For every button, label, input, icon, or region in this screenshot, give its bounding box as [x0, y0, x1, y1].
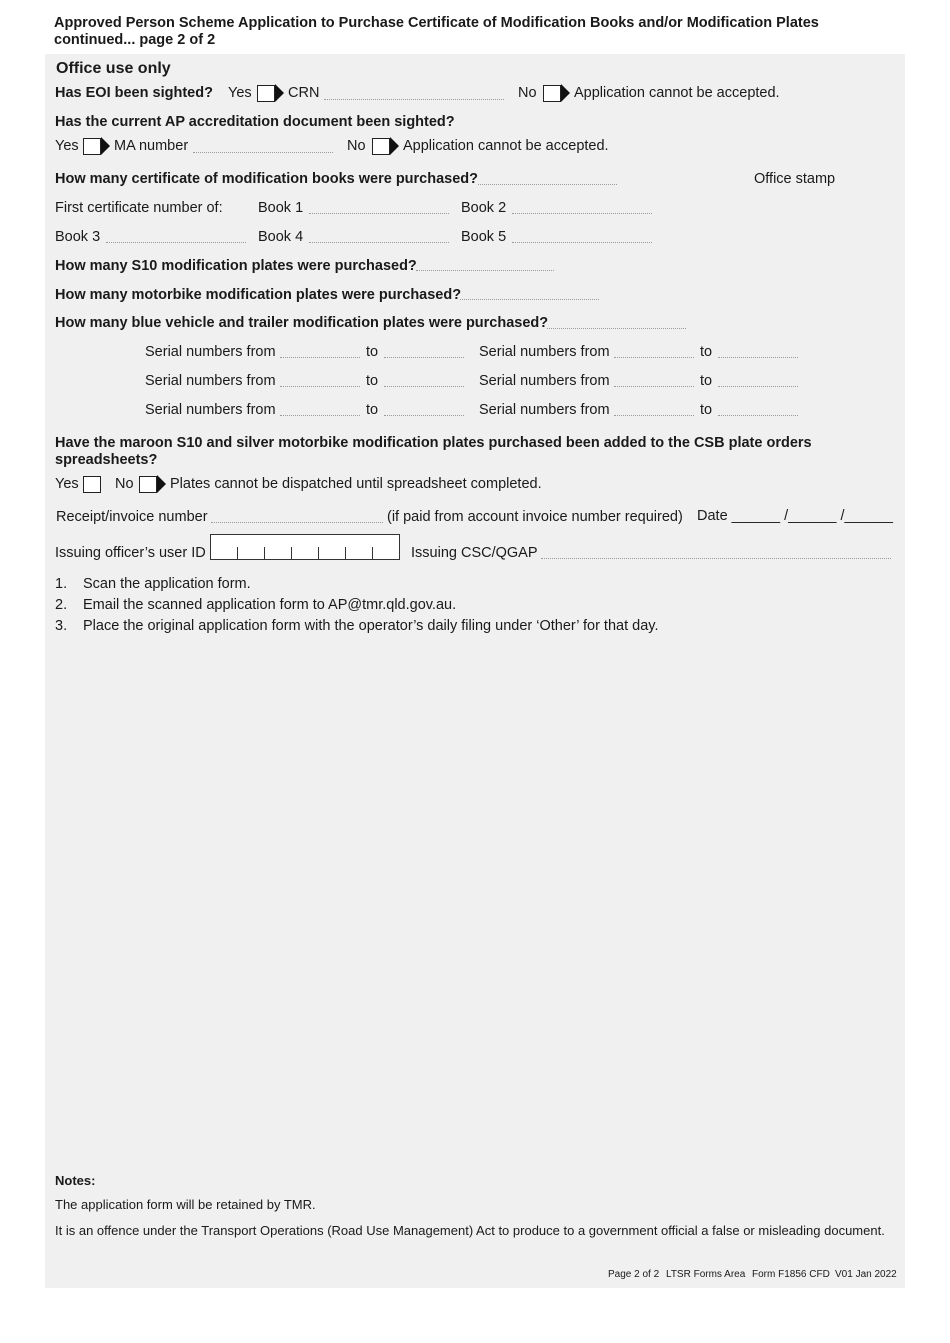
- id-box-divider: [291, 547, 292, 559]
- footer-area: LTSR Forms Area: [666, 1269, 746, 1280]
- serial-to-label: to: [366, 344, 379, 360]
- ap-doc-question: Has the current AP accreditation document been sighted?: [55, 114, 455, 130]
- ma-number-label: MA number: [114, 138, 189, 154]
- ap-doc-yes-checkbox[interactable]: [83, 138, 101, 155]
- book1-input[interactable]: [309, 213, 449, 214]
- issuing-csc-label: Issuing CSC/QGAP: [411, 545, 538, 561]
- book3-input[interactable]: [106, 242, 246, 243]
- crn-input[interactable]: [324, 99, 504, 100]
- eoi-yes-label: Yes: [228, 85, 252, 101]
- ap-doc-no-label: No: [347, 138, 366, 154]
- office-stamp-label: Office stamp: [754, 171, 836, 187]
- books-question: How many certificate of modification books were purchased?: [55, 171, 479, 187]
- date-field[interactable]: Date ______ /______ /______: [697, 508, 893, 524]
- spreadsheet-yes-label: Yes: [55, 476, 79, 492]
- receipt-note: (if paid from account invoice number required): [387, 509, 683, 525]
- receipt-input[interactable]: [211, 522, 383, 523]
- eoi-question: Has EOI been sighted?: [55, 85, 213, 101]
- serial-from-input[interactable]: [280, 386, 360, 387]
- serial-from-label: Serial numbers from: [479, 344, 610, 360]
- motorbike-plates-input[interactable]: [460, 299, 599, 300]
- serial-to-input[interactable]: [384, 357, 464, 358]
- eoi-yes-checkbox[interactable]: [257, 85, 275, 102]
- id-box-divider: [372, 547, 373, 559]
- books-count-input[interactable]: [478, 184, 617, 185]
- book4-label: Book 4: [258, 229, 304, 245]
- serial-to-label: to: [700, 344, 713, 360]
- step-number: 3.: [55, 618, 68, 634]
- book2-input[interactable]: [512, 213, 652, 214]
- serial-to-label: to: [366, 373, 379, 389]
- step-number: 2.: [55, 597, 68, 613]
- book4-input[interactable]: [309, 242, 449, 243]
- ap-doc-reject-text: Application cannot be accepted.: [403, 138, 609, 154]
- blue-plates-input[interactable]: [547, 328, 686, 329]
- spreadsheet-warning: Plates cannot be dispatched until spreadsheet completed.: [170, 476, 542, 492]
- serial-from-input[interactable]: [280, 357, 360, 358]
- arrow-right-icon: [561, 84, 570, 102]
- serial-to-label: to: [700, 373, 713, 389]
- id-box-divider: [345, 547, 346, 559]
- form-title-line1: Approved Person Scheme Application to Purchase Certificate of Modification Books and/or Modification Plates: [54, 15, 819, 31]
- serial-to-input[interactable]: [718, 386, 798, 387]
- serial-from-label: Serial numbers from: [145, 373, 276, 389]
- eoi-crn-label: CRN: [288, 85, 320, 101]
- form-title-line2: continued... page 2 of 2: [54, 32, 216, 48]
- eoi-reject-text: Application cannot be accepted.: [574, 85, 780, 101]
- motorbike-plates-question: How many motorbike modification plates were purchased?: [55, 287, 462, 303]
- spreadsheet-question: [55, 435, 812, 469]
- ap-doc-no-checkbox[interactable]: [372, 138, 390, 155]
- spreadsheet-no-label: No: [115, 476, 134, 492]
- footer-version: V01 Jan 2022: [835, 1269, 897, 1280]
- notes-line2: It is an offence under the Transport Operations (Road Use Management) Act to produce to a government official a false or misleading document.: [55, 1223, 885, 1238]
- step-text: Place the original application form with the operator’s daily filing under ‘Other’ for that day.: [83, 618, 659, 634]
- ap-doc-yes-label: Yes: [55, 138, 79, 154]
- step-number: 1.: [55, 576, 68, 592]
- book5-input[interactable]: [512, 242, 652, 243]
- arrow-right-icon: [390, 137, 399, 155]
- eoi-no-checkbox[interactable]: [543, 85, 561, 102]
- serial-to-input[interactable]: [384, 386, 464, 387]
- serial-from-input[interactable]: [614, 386, 694, 387]
- spreadsheet-question-line1: Have the maroon S10 and silver motorbike modification plates purchased been added to the CSB plate orders: [55, 435, 812, 451]
- arrow-right-icon: [101, 137, 110, 155]
- receipt-label: Receipt/invoice number: [56, 509, 208, 525]
- notes-line1: The application form will be retained by TMR.: [55, 1197, 316, 1212]
- office-use-heading: Office use only: [56, 60, 171, 77]
- notes-heading: Notes:: [55, 1173, 96, 1188]
- blue-plates-question: How many blue vehicle and trailer modification plates were purchased?: [55, 315, 549, 331]
- arrow-right-icon: [275, 84, 284, 102]
- serial-to-label: to: [366, 402, 379, 418]
- serial-to-label: to: [700, 402, 713, 418]
- serial-to-input[interactable]: [718, 415, 798, 416]
- id-box-divider: [237, 547, 238, 559]
- issuing-csc-input[interactable]: [541, 558, 891, 559]
- arrow-right-icon: [157, 475, 166, 493]
- serial-to-input[interactable]: [718, 357, 798, 358]
- spreadsheet-yes-checkbox[interactable]: [83, 476, 101, 493]
- serial-from-input[interactable]: [614, 415, 694, 416]
- footer-page: Page 2 of 2: [608, 1269, 660, 1280]
- id-box-divider: [264, 547, 265, 559]
- ma-number-input[interactable]: [193, 152, 333, 153]
- s10-plates-input[interactable]: [416, 270, 554, 271]
- book1-label: Book 1: [258, 200, 304, 216]
- serial-from-label: Serial numbers from: [479, 402, 610, 418]
- spreadsheet-no-checkbox[interactable]: [139, 476, 157, 493]
- book2-label: Book 2: [461, 200, 507, 216]
- serial-from-label: Serial numbers from: [479, 373, 610, 389]
- serial-from-label: Serial numbers from: [145, 344, 276, 360]
- officer-user-id-input[interactable]: [210, 534, 400, 560]
- serial-to-input[interactable]: [384, 415, 464, 416]
- step-text: Email the scanned application form to AP@tmr.qld.gov.au.: [83, 597, 457, 613]
- officer-user-id-label: Issuing officer’s user ID: [55, 545, 206, 561]
- serial-from-input[interactable]: [614, 357, 694, 358]
- book3-label: Book 3: [55, 229, 101, 245]
- spreadsheet-question-line2: spreadsheets?: [55, 452, 158, 468]
- id-box-divider: [318, 547, 319, 559]
- serial-from-input[interactable]: [280, 415, 360, 416]
- step-text: Scan the application form.: [83, 576, 251, 592]
- s10-plates-question: How many S10 modification plates were purchased?: [55, 258, 417, 274]
- first-cert-label: First certificate number of:: [55, 200, 223, 216]
- eoi-no-label: No: [518, 85, 537, 101]
- serial-from-label: Serial numbers from: [145, 402, 276, 418]
- footer-form: Form F1856 CFD: [752, 1269, 830, 1280]
- book5-label: Book 5: [461, 229, 507, 245]
- form-title: [54, 15, 819, 49]
